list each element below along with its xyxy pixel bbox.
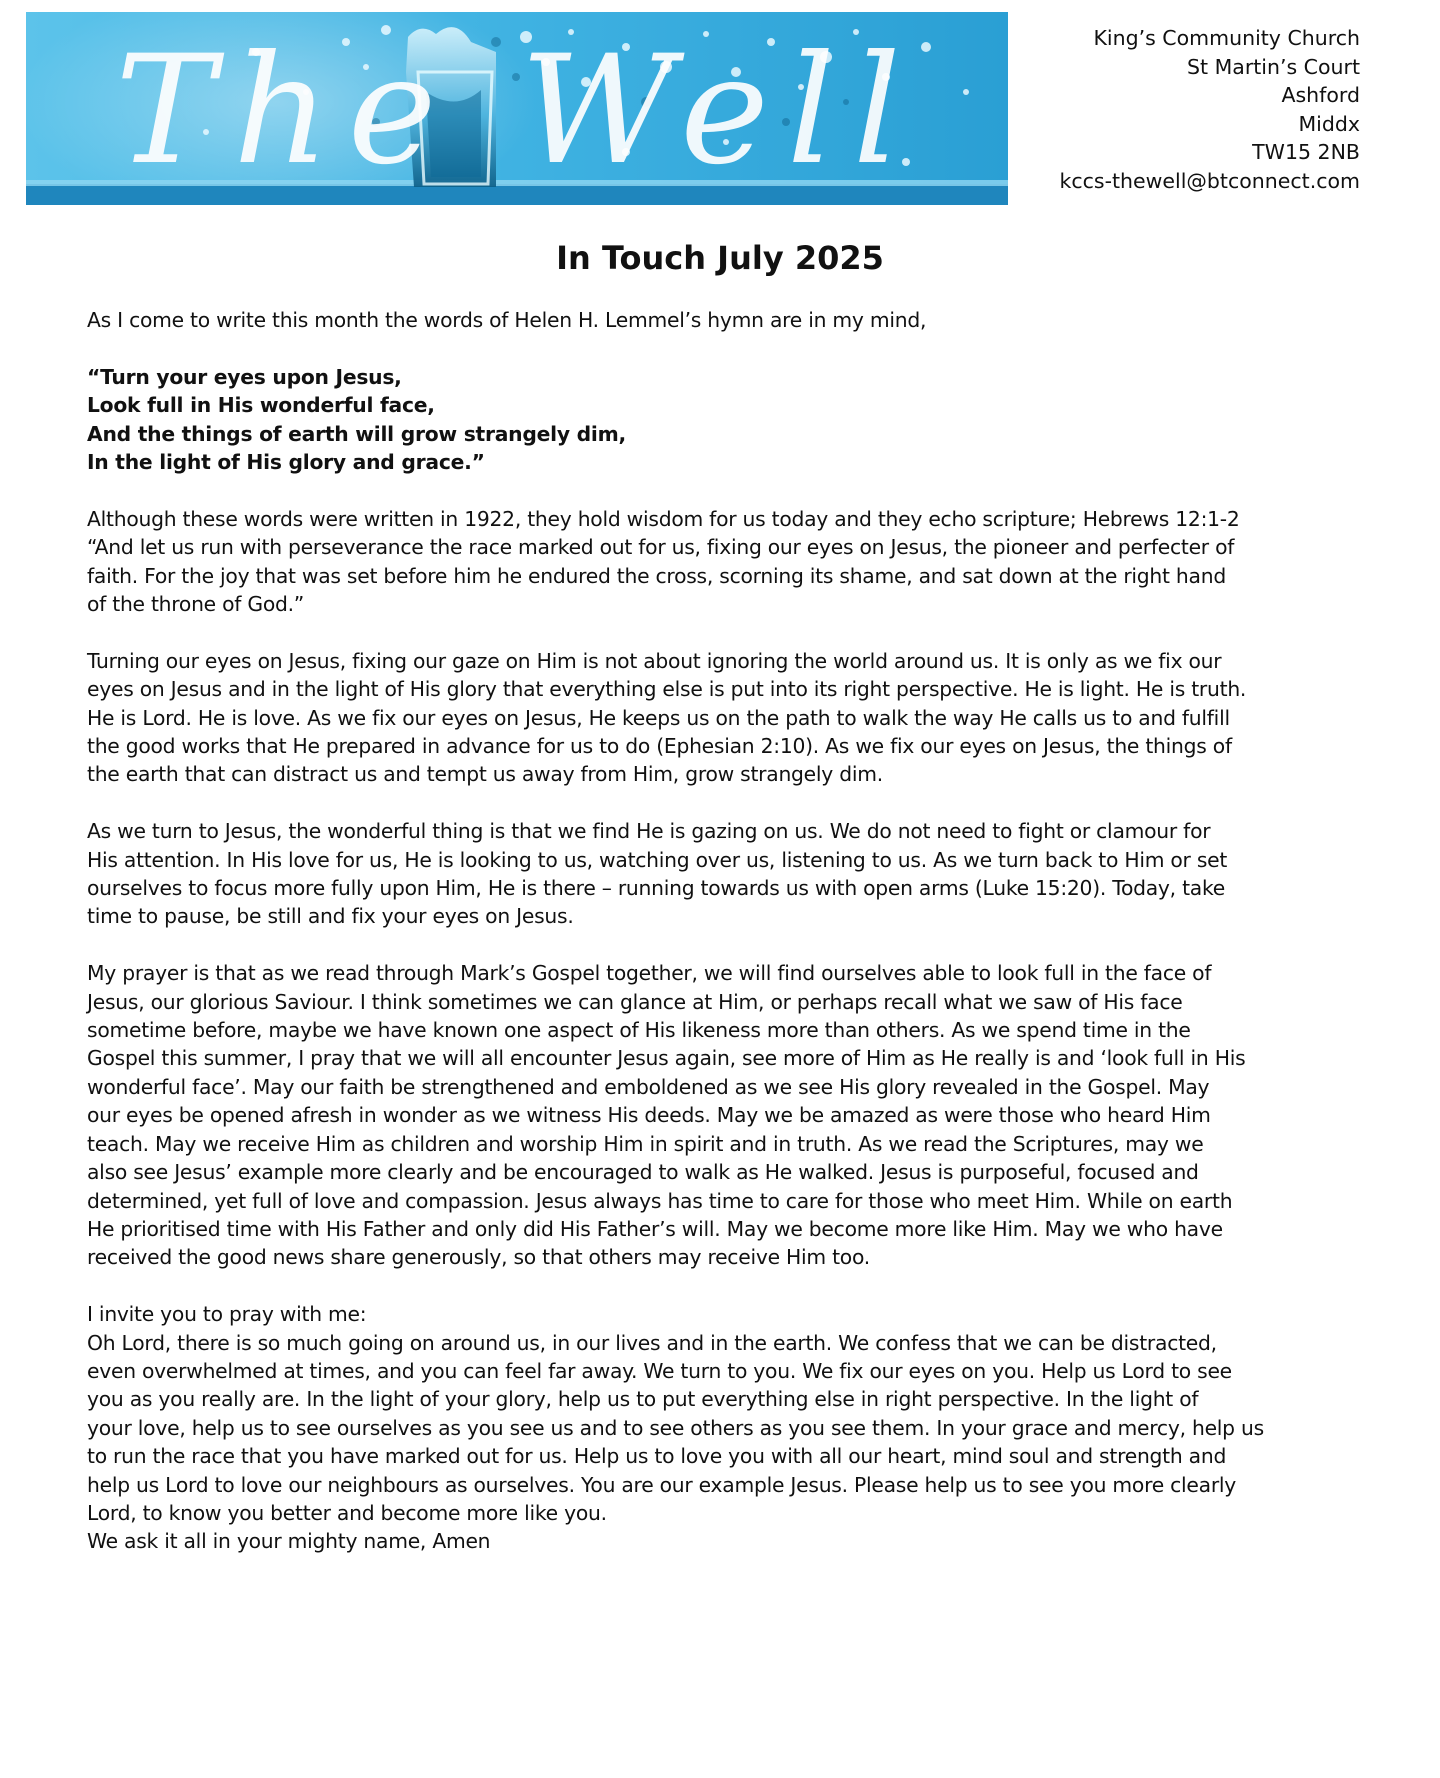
text-line: received the good news share generously, so that others may receive Him too.	[87, 1245, 870, 1270]
scripture-paragraph	[87, 505, 1372, 619]
text-line: He prioritised time with His Father and only did His Father’s will. May we become more like Him. May we who have	[87, 1216, 1223, 1241]
church-address	[960, 24, 1360, 195]
text-line: As I come to write this month the words of Helen H. Lemmel’s hymn are in my mind,	[87, 308, 927, 332]
prayer-line: Oh Lord, there is so much going on around us, in our lives and in the earth. We confess that we can be distracted,	[87, 1330, 1217, 1355]
text-line: ourselves to focus more fully upon Him, He is there – running towards us with open arms (Luke 15:20). Today, take	[87, 876, 1225, 901]
prayer-line: to run the race that you have marked out for us. Help us to love you with all our heart, mind soul and strength and	[87, 1444, 1227, 1469]
text-line: of the throne of God.”	[87, 592, 305, 617]
text-line: As we turn to Jesus, the wonderful thing is that we find He is gazing on us. We do not need to fight or clamour for	[87, 819, 1211, 844]
prayer-line: Lord, to know you better and become more like you.	[87, 1500, 607, 1525]
banner-artwork	[26, 12, 1008, 205]
email-address: kccs-thewell@btconnect.com	[1059, 168, 1360, 193]
intro-paragraph	[87, 306, 1372, 334]
text-line: also see Jesus’ example more clearly and be encouraged to walk as He walked. Jesus is purposeful, focused and	[87, 1160, 1199, 1185]
page-title: In Touch July 2025	[556, 239, 884, 277]
address-line: Middx	[1298, 111, 1360, 136]
text-line: determined, yet full of love and compassion. Jesus always has time to care for those who meet Him. While on earth	[87, 1188, 1233, 1213]
text-line: faith. For the joy that was set before him he endured the cross, scorning its shame, and sat down at the right hand	[87, 563, 1226, 588]
text-line: His attention. In His love for us, He is looking to us, watching over us, listening to us. As we turn back to Him or set	[87, 847, 1228, 872]
text-line: teach. May we receive Him as children and worship Him in spirit and in truth. As we read the Scriptures, may we	[87, 1131, 1204, 1156]
hymn-line: “Turn your eyes upon Jesus,	[87, 364, 402, 389]
text-line: “And let us run with perseverance the race marked out for us, fixing our eyes on Jesus, the pioneer and perfecter of	[87, 535, 1235, 560]
text-line: Jesus, our glorious Saviour. I think sometimes we can glance at Him, or perhaps recall what we saw of His face	[87, 989, 1183, 1014]
prayer-closing: We ask it all in your mighty name, Amen	[87, 1529, 491, 1554]
text-line: the good works that He prepared in advance for us to do (Ephesian 2:10). As we fix our eyes on Jesus, the things of	[87, 734, 1232, 759]
hymn-line: And the things of earth will grow strangely dim,	[87, 421, 626, 446]
prayer-line: even overwhelmed at times, and you can feel far away. We turn to you. We fix our eyes on you. Help us Lord to see	[87, 1358, 1232, 1383]
prayer-paragraph	[87, 1300, 1372, 1556]
text-line: Turning our eyes on Jesus, fixing our gaze on Him is not about ignoring the world around us. It is only as we fix our	[87, 648, 1222, 673]
prayer-line: your love, help us to see ourselves as you see us and to see others as you see them. In your grace and mercy, help us	[87, 1415, 1264, 1440]
banner-logo-text: The Well	[115, 24, 919, 198]
body-paragraph	[87, 959, 1372, 1271]
hymn-quote	[87, 363, 1372, 477]
body-paragraph	[87, 817, 1372, 931]
body-paragraph	[87, 647, 1372, 789]
text-line: time to pause, be still and fix your eyes on Jesus.	[87, 904, 574, 929]
hymn-line: Look full in His wonderful face,	[87, 393, 435, 418]
text-line: My prayer is that as we read through Mark’s Gospel together, we will find ourselves able to look full in the face of	[87, 961, 1212, 986]
address-line: Ashford	[1281, 83, 1360, 107]
the-well-banner	[26, 12, 1008, 205]
text-line: He is Lord. He is love. As we fix our eyes on Jesus, He keeps us on the path to walk the way He calls us to and fulfill	[87, 705, 1230, 730]
text-line: Although these words were written in 1922, they hold wisdom for us today and they echo scripture; Hebrews 12:1-2	[87, 506, 1240, 531]
prayer-invite: I invite you to pray with me:	[87, 1302, 367, 1327]
address-line: St Martin’s Court	[1187, 54, 1360, 79]
prayer-line: help us Lord to love our neighbours as ourselves. You are our example Jesus. Please help us to see you more clearly	[87, 1472, 1237, 1497]
address-line: King’s Community Church	[1093, 26, 1360, 50]
text-line: sometime before, maybe we have known one aspect of His likeness more than others. As we spend time in the	[87, 1018, 1191, 1043]
text-line: our eyes be opened afresh in wonder as we witness His deeds. May we be amazed as were those who heard Him	[87, 1103, 1211, 1128]
hymn-line: In the light of His glory and grace.”	[87, 450, 485, 475]
prayer-line: you as you really are. In the light of your glory, help us to put everything else in right perspective. In the light of	[87, 1387, 1199, 1412]
text-line: Gospel this summer, I pray that we will all encounter Jesus again, see more of Him as He really is and ‘look full in His	[87, 1046, 1246, 1071]
text-line: eyes on Jesus and in the light of His glory that everything else is put into its right perspective. He is light. He is truth.	[87, 677, 1247, 702]
address-line: TW15 2NB	[1252, 140, 1360, 164]
text-line: the earth that can distract us and tempt us away from Him, grow strangely dim.	[87, 762, 883, 787]
text-line: wonderful face’. May our faith be strengthened and emboldened as we see His glory revealed in the Gospel. May	[87, 1074, 1210, 1099]
article-body	[87, 306, 1372, 1556]
